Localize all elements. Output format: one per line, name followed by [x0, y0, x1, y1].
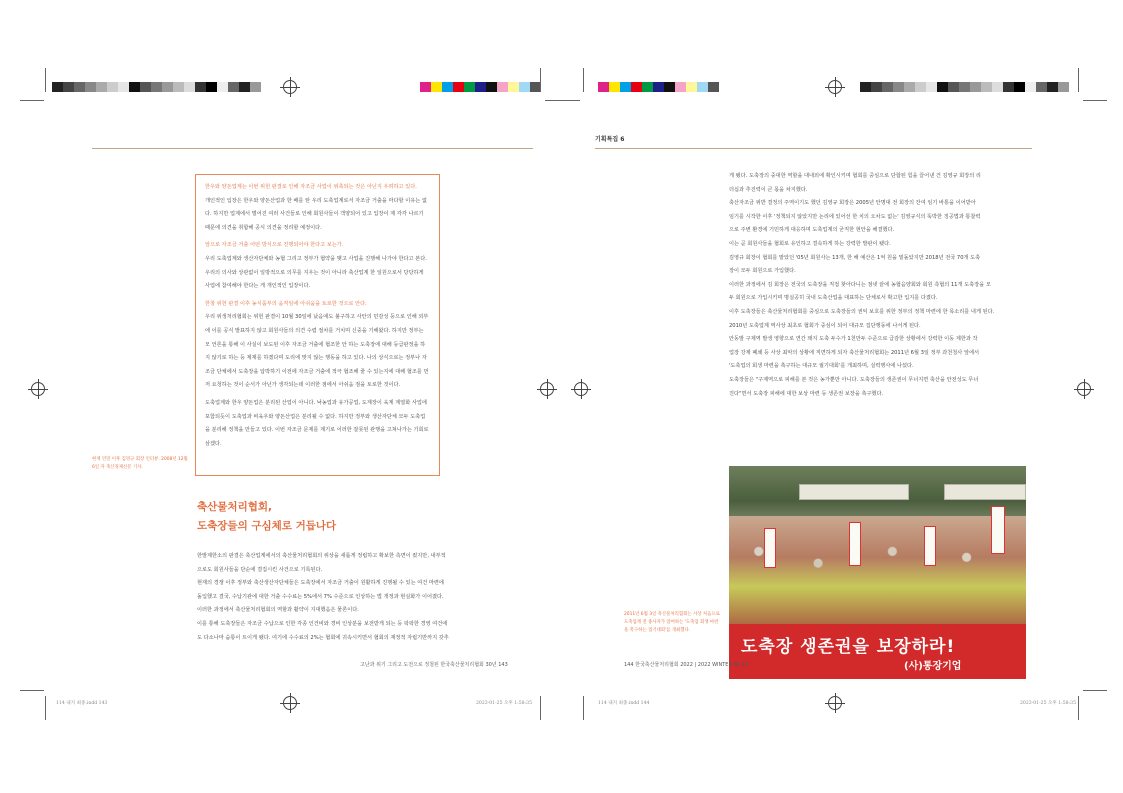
photo-caption: 2011년 6월 3일 축산물처리협회는 사상 처음으로 도축업계 전 종사자가 참여하는 '도축업 회생 마련을 촉구하는 궐기대회'를 개최했다.: [624, 612, 720, 633]
registration-mark-icon: [828, 696, 842, 710]
interview-answer: 우리 도축업계와 생산자단체와 농협 그리고 정부가 협약을 맺고 사업을 진행해 나가야 한다고 본다. 우리의 의사와 상관없이 일방적으로 의무를 지우는 것이 아니라 축산업계 한 일원으로서 당당하게 사업에 참여해야 한다는 게 개인적인 입장이다.: [205, 255, 427, 290]
protest-banner: [729, 624, 1026, 679]
interview-question: 앞으로 자조금 거출 어떤 방식으로 진행되어야 한다고 보는가.: [205, 242, 344, 249]
interview-answer: 개인적인 입장은 한우와 양돈산업과 한 배를 탄 우리 도축업계로서 자조금 거출을 마다할 이유는 없다. 하지만 업계에서 벌어진 여러 사건들로 인해 회원사들이 객양되어 있고 입장이 제 각각 나르기 때문에 의견을 취합해 공식 의견을 정리할 예정이다.: [205, 197, 427, 231]
registration-mark-icon: [1077, 382, 1091, 396]
crop-mark: [583, 696, 584, 720]
registration-mark-icon: [31, 382, 45, 396]
left-slug-left: 114 내지 최종.indd 143: [56, 701, 108, 706]
registration-mark-icon: [574, 382, 588, 396]
protest-banner-text: 도축장 생존권을 보장하라!: [741, 637, 956, 657]
crop-mark: [1083, 690, 1107, 691]
paragraph-line: 더십과 추진력이 큰 몫을 차지했다.: [729, 186, 808, 193]
crop-mark: [540, 68, 541, 92]
left-color-bar: [52, 82, 261, 92]
interview-question: 한우와 양돈업계는 이번 위헌 판결로 인해 자조금 사업이 위축되는 것은 아닌지 우려하고 있다.: [205, 184, 417, 190]
left-body-text: [197, 550, 502, 645]
paragraph-line: 으로도 회원사들을 단순에 결집시킨 사건으로 기록된다.: [197, 566, 323, 573]
right-process-color-bar: [598, 82, 719, 92]
registration-mark-icon: [283, 696, 297, 710]
right-page-footer: 144 한국축산물처리협회 2022 | 2022 WINTER No.14: [624, 662, 749, 668]
paragraph-line: 한발제한소의 판결은 축산업계에서의 축산물처리협회의 위상을 새롭게 정립하고 확보한 측면이 컸지만, 내부적: [197, 553, 446, 559]
interview-box: [195, 174, 440, 476]
paragraph-line: 진다"면서 도축장 피해에 대한 보상 마련 등 생존권 보장을 촉구했다.: [729, 390, 884, 397]
crop-mark: [540, 696, 541, 720]
paragraph-line: 이후 도축장들은 축산물처리협회를 중심으로 도축장들의 권익 보호를 위한 정부의 정책 마련에 한 목소리를 내게 된다.: [729, 308, 995, 315]
paragraph-line: 돌입했고 결국, 수납기관에 대한 거출 수수료는 5%에서 7% 수준으로 인상하는 법 개정과 현실화가 이어졌다.: [197, 593, 444, 600]
paragraph-line: 축산자조금 위반 결정의 주역이기도 했던 김영규 회장은 2005년 안명대 전 회장의 잔여 임기 바통을 이어받아: [729, 200, 976, 207]
headline-line: 도축장들의 구심체로 거듭나다: [197, 520, 337, 532]
paragraph-line: 이를 통해 도축장들은 자조금 수납으로 인한 각종 인건비와 경비 인상분을 보전받게 되는 등 팍팍한 경영 여건에: [197, 620, 448, 627]
crop-mark: [45, 68, 46, 92]
crop-mark: [1078, 68, 1079, 92]
right-body-text: [729, 170, 1029, 401]
photo-bus: [799, 484, 909, 500]
paragraph-line: 장이 모두 회원으로 가입했다.: [729, 268, 796, 275]
left-page-footer: 고난과 위기 그리고 도전으로 정철된 한국축산물처리협회 30년 143: [360, 662, 508, 668]
paragraph-line: 게 됐다. 도축장의 중대한 역할을 대내외에 확인시키며 협회를 중심으로 단합된 힘을 끌어낸 건 김영규 회장의 리: [729, 173, 981, 179]
paragraph-line: 도 다소나마 숨통이 트이게 됐다. 여기에 수수료의 2%는 협회에 귀속시키면서 협회의 재정적 자립기반까지 갖추: [197, 634, 449, 641]
crop-mark: [20, 690, 44, 691]
paragraph-line: 으로 주변 환경에 기민하게 대응하며 도축업계의 굳직한 현안을 해결했다.: [729, 227, 895, 234]
registration-mark-icon: [540, 382, 554, 396]
rally-photo: [729, 466, 1026, 679]
crop-mark: [1078, 696, 1079, 720]
photo-protest-sign: [849, 522, 861, 566]
paragraph-line: 2010년 도축업계 역사상 최초로 협회가 중심이 되어 대규모 집단행동에 나서게 된다.: [729, 322, 921, 329]
paragraph-line: 안동발 구제역 발생 영향으로 연간 돼지 도축 두수가 1천만두 수준으로 급감한 상황에서 강력한 이동 제한과 작: [729, 336, 978, 343]
right-color-bar: [860, 82, 1069, 92]
registration-mark-icon: [283, 80, 297, 94]
crop-mark: [20, 100, 44, 101]
left-process-color-bar: [420, 82, 541, 92]
right-page-top-rule: [595, 148, 1032, 149]
section-headline: [197, 498, 336, 536]
section-label: 기획특집 6: [595, 136, 625, 143]
interview-answer: 우리 위생처리협회는 위헌 판결이 10월 30일에 났음에도 불구하고 사안의 민감성 등으로 인해 외부에 이를 공식 발표하지 않고 회원사들의 의견 수렴 절차를 거치며 신중을 기해왔다. 하지만 정부는 모 언론을 통해 이 사실이 보도된 이후 자조금 거출에 협조한 안 하는 도축장에 대해 등급판정을 하지 않기로 하는 등 제재를 하겠다며 도리에 맞지 않는 행동을 하고 있다. 나의 상식으로는 정부나 자조금 단체에서 도축장을 압박하기 이전에 자조금 거출에 적극 협조해 줄 수 있는지에 대해 협조를 먼저 요청하는 것이 순서가 아닌가 생각되는데 이러한 점에서 아쉬움 점을 토로한 것이다.: [205, 314, 429, 389]
crop-mark: [583, 68, 584, 92]
photo-protest-sign: [991, 506, 1005, 554]
paragraph-line: 김영규 회장이 협회를 맡았던 '05년 회원사는 13개, 한 해 예산은 1억 원을 밑돌았지만 2018년 전국 70개 도축: [729, 254, 981, 261]
photo-bus: [944, 484, 1026, 500]
left-slug-right: 2023-01-25 오후 1:58:35: [476, 701, 532, 706]
paragraph-line: 두 회원으로 가입시키며 명실공히 국내 도축산업을 대표하는 단체로서 확고한 입지를 다졌다.: [729, 295, 938, 302]
paragraph-line: 임기를 시작한 이후 '정책되지 않았지만 논리에 있어선 한 치의 오차도 없는' 김영규식의 뚝박한 징공법과 통찰력: [729, 213, 981, 220]
right-slug-left: 114 내지 최종.indd 144: [598, 701, 650, 706]
paragraph-line: 현재의 경쟁 이후 정부와 축산생산자단체들은 도축장에서 자조금 거출이 원활하게 진행될 수 있는 여건 마련에: [197, 580, 444, 587]
registration-mark-icon: [828, 80, 842, 94]
interview-question: 한창 위헌 판결 이후 농식품부의 움직임에 아쉬움을 토로한 것으로 안다.: [205, 300, 367, 307]
headline-line: 축산물처리협회,: [197, 501, 272, 513]
right-slug-right: 2023-01-25 오후 1:58:35: [1020, 701, 1076, 706]
protest-banner-sub: (사)통장기업: [904, 661, 962, 672]
photo-protest-sign: [924, 526, 936, 566]
paragraph-line: 이는 곧 회원사들을 협회로 유인하고 결속하게 하는 강력한 발판이 됐다.: [729, 240, 891, 247]
crop-mark: [45, 696, 46, 720]
paragraph-line: 도축장들은 "구제역으로 피해를 본 것은 농가뿐만 아니다. 도축장들의 생존권이 무너지면 축산을 안전성도 무너: [729, 376, 979, 383]
crop-mark: [560, 100, 580, 101]
paragraph-line: '도축업의 회생 마련을 촉구하는 대규모 궐기대회'를 개최하며, 실력행사에 나섰다.: [729, 363, 914, 370]
paragraph-line: 이러한 과정에서 축산물처리협회의 역할과 활약이 지대했음은 물론이다.: [197, 607, 359, 614]
interview-answer: 도축업계와 한우 양돈업은 분리된 산업이 아니다. 낙농업과 유가공업, 도계장이 육계 계열화 사업에 포함되듯이 도축업과 비육우와 양돈산업은 분리될 수 없다. 하지만 정부와 생산자단체 모두 도축업을 분리해 정책을 만들고 있다. 이번 자조금 문제를 계기로 이러한 잘못된 관행을 고쳐나가는 기회로 삼겠다.: [205, 399, 429, 447]
paragraph-line: 업장 강제 폐쇄 등 사상 최악의 상황에 직면하게 되자 축산물처리협회는 2011년 6월 3일 정부 과천청사 앞에서: [729, 349, 979, 356]
box-caption: 현재 연말 이후 김영규 회장 인터뷰. 2008년 12월 6일 자 축산경제신문 기사.: [92, 457, 188, 470]
photo-protest-sign: [764, 528, 776, 568]
crop-mark: [1083, 100, 1107, 101]
paragraph-line: 이러한 과정에서 김 회장은 전국의 도축장을 직접 찾아다니는 점넷 끝에 농협음양회와 회원 측협의 11개 도축장을 모: [729, 281, 991, 288]
left-page-top-rule: [92, 148, 533, 149]
